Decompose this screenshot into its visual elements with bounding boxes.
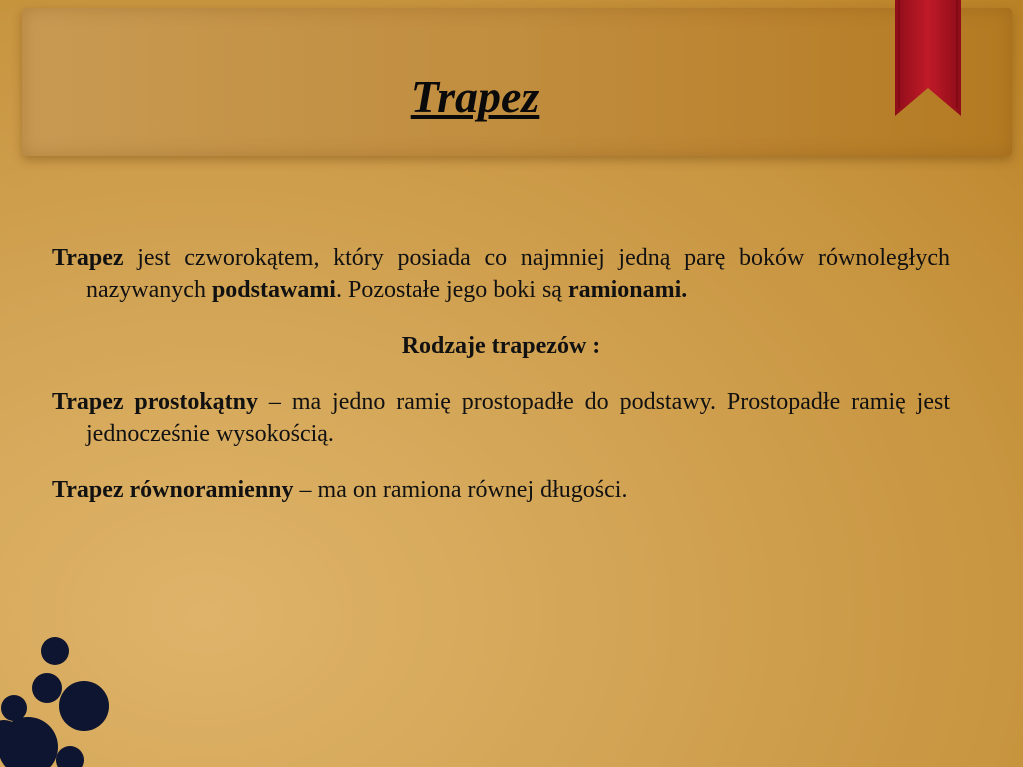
definition-text-2: . Pozostałe jego boki są xyxy=(335,277,568,303)
slide-title: Trapez xyxy=(410,71,540,122)
slide-content xyxy=(52,242,950,530)
definition-text-1: jest czworokątem, który posiada co najmniej jedną parę boków równoległych nazywanych xyxy=(86,245,950,303)
type-text: – ma jedno ramię prostopadłe do podstawy. Prostopadłe ramię jest jednocześnie wysokością. xyxy=(86,389,950,447)
ink-blot-decoration xyxy=(0,620,130,767)
type-text: – ma on ramiona równej długości. xyxy=(293,477,628,503)
term-ramionami: ramionami. xyxy=(567,277,688,303)
type-term: Trapez równoramienny xyxy=(52,477,294,503)
type-term: Trapez prostokątny xyxy=(52,389,259,415)
definition-paragraph xyxy=(52,242,950,306)
term-trapez: Trapez xyxy=(52,245,124,271)
type-paragraph-prostokatny xyxy=(52,386,950,450)
type-paragraph-rownoramienny xyxy=(52,474,950,506)
term-podstawami: podstawami xyxy=(211,277,336,303)
bookmark-ribbon-icon xyxy=(895,0,961,116)
subheading: Rodzaje trapezów : xyxy=(401,333,601,359)
